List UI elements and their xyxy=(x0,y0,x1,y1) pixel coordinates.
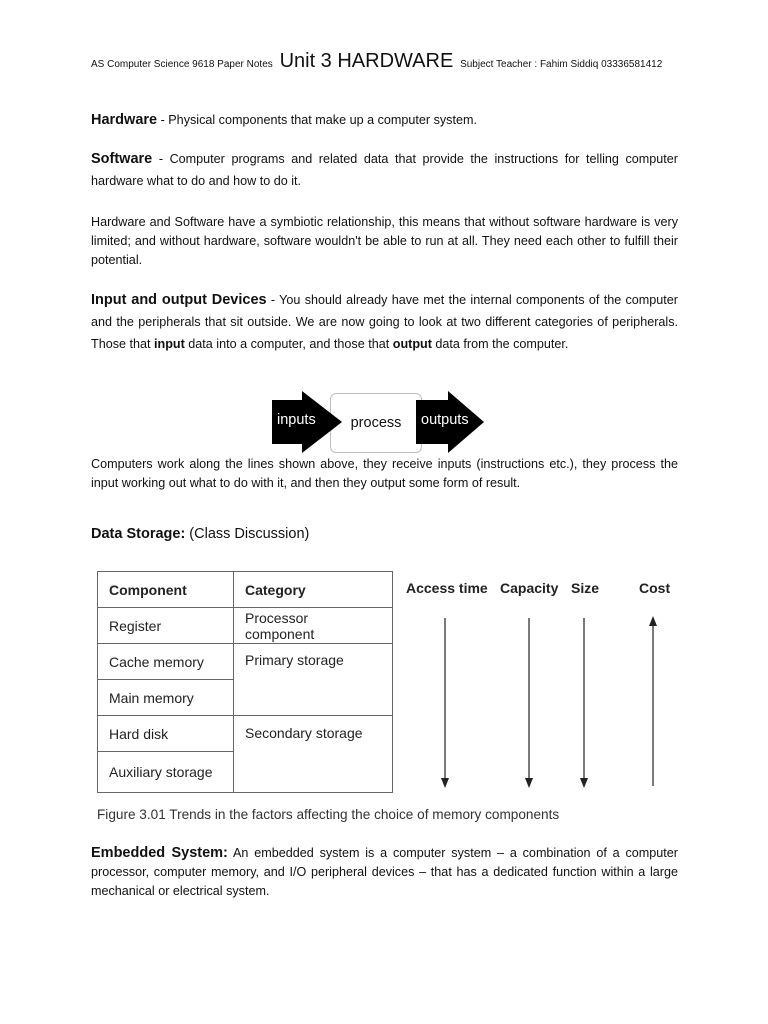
table-header-row xyxy=(98,572,393,608)
outputs-label: outputs xyxy=(421,412,469,428)
trend-access-time: Access time xyxy=(406,580,488,596)
header-right: Subject Teacher : Fahim Siddiq 03336581412 xyxy=(460,59,663,70)
io-bold-input: input xyxy=(154,337,185,351)
data-storage-heading xyxy=(91,526,309,542)
table-row xyxy=(98,716,393,752)
process-box xyxy=(330,393,422,453)
table-header-category: Category xyxy=(234,572,393,608)
io-flow-diagram xyxy=(272,391,484,453)
table-row xyxy=(98,644,393,680)
trend-size: Size xyxy=(571,580,600,596)
table-cell: Secondary storage xyxy=(234,716,393,793)
io-term: Input and output Devices xyxy=(91,292,267,308)
io-bold-output: output xyxy=(392,337,432,351)
capacity-down-arrow xyxy=(525,618,533,788)
cost-up-arrow xyxy=(649,616,657,786)
trend-capacity: Capacity xyxy=(500,580,559,596)
io-text-2: data into a computer, and those that xyxy=(184,337,393,351)
header-left: AS Computer Science 9618 Paper Notes xyxy=(91,59,273,70)
hardware-definition: - Physical components that make up a computer system. xyxy=(157,113,477,127)
process-label: process xyxy=(350,415,402,431)
inputs-label: inputs xyxy=(277,412,316,428)
table-cell: Main memory xyxy=(98,680,234,716)
symbiotic-paragraph: Hardware and Software have a symbiotic relationship, this means that without software hardware is very limited; and without hardware, software wouldn't be able to run at all. They need each other to fulfill their potential. xyxy=(91,215,678,267)
table-cell: Auxiliary storage xyxy=(98,752,234,793)
io-text-1: - You should already have met the internal components of the computer and the peripherals that sit outside. We are now going to look at two different categories of peripherals. Those that xyxy=(91,293,678,351)
table-cell: Primary storage xyxy=(234,644,393,716)
software-term: Software xyxy=(91,151,153,167)
flow-paragraph: Computers work along the lines shown above, they receive inputs (instructions etc.), they process the input working out what to do with it, and then they output some form of result. xyxy=(91,457,678,490)
embedded-paragraph xyxy=(91,844,678,901)
table-header-component: Component xyxy=(98,572,234,608)
storage-table xyxy=(97,571,393,793)
table-cell: Cache memory xyxy=(98,644,234,680)
hardware-paragraph xyxy=(91,111,678,130)
software-definition: - Computer programs and related data that provide the instructions for telling computer hardware what to do and how to do it. xyxy=(91,152,678,188)
data-storage-term: Data Storage: xyxy=(91,526,186,542)
table-cell: Register xyxy=(98,608,234,644)
software-paragraph xyxy=(91,148,678,192)
io-paragraph xyxy=(91,289,678,355)
trend-cost: Cost xyxy=(639,580,671,596)
page-header xyxy=(91,50,662,73)
figure-caption: Figure 3.01 Trends in the factors affecting the choice of memory components xyxy=(97,807,560,822)
trend-arrows xyxy=(390,610,690,795)
outputs-arrow xyxy=(416,391,484,453)
table-cell: Hard disk xyxy=(98,716,234,752)
data-storage-note: (Class Discussion) xyxy=(185,526,310,542)
access-time-down-arrow xyxy=(441,618,449,788)
io-text-3: data from the computer. xyxy=(431,337,569,351)
table-row xyxy=(98,608,393,644)
embedded-definition: An embedded system is a computer system – a combination of a computer processor, computer memory, and I/O peripheral devices – that has a dedicated function within a large mechanical or electrical system. xyxy=(91,846,678,898)
size-down-arrow xyxy=(580,618,588,788)
hardware-term: Hardware xyxy=(91,112,158,128)
table-cell: Processor component xyxy=(234,608,393,644)
header-title: Unit 3 HARDWARE xyxy=(279,50,454,72)
embedded-term: Embedded System: xyxy=(91,845,228,861)
inputs-arrow xyxy=(272,391,342,453)
